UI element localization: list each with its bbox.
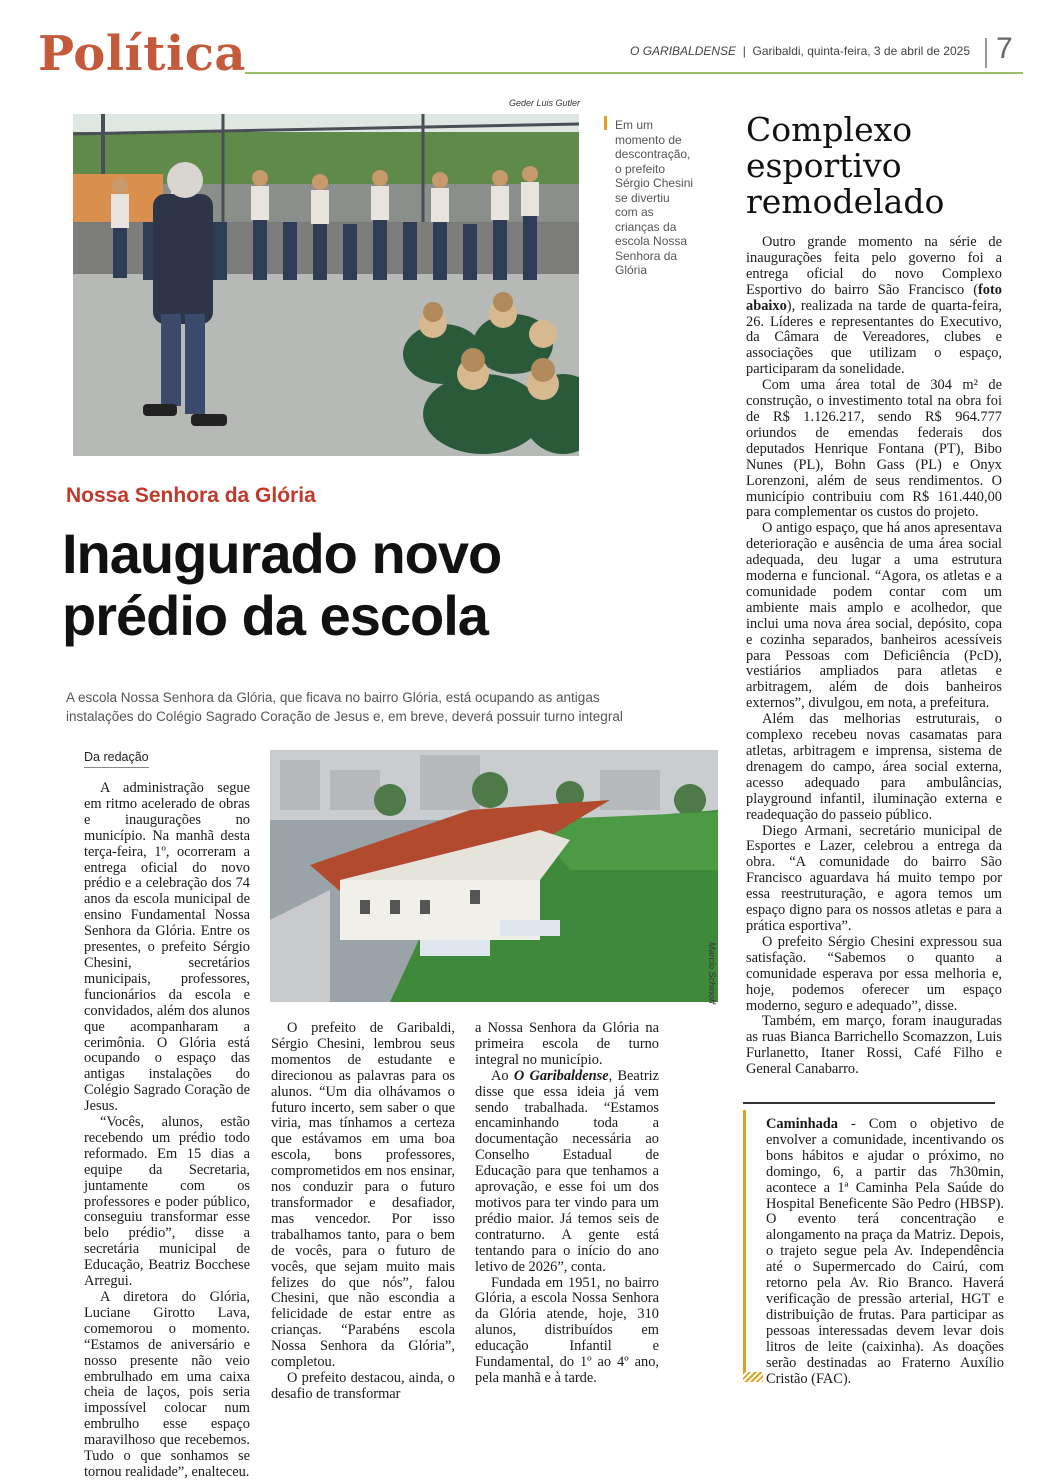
- photo-caption: Em um momento de descontração, o prefeito Sérgio Chesini se divertiu com as crianças da escola Nossa Senhora da Glória: [615, 118, 694, 277]
- photo-credit: Geder Luis Gutler: [508, 98, 580, 108]
- school-event-photo: [73, 114, 579, 456]
- paragraph: A administração segue em ritmo acelerado de obras e inaugurações no município. Na manhã desta terça-feira, 1º, ocorreram a entrega oficial do novo prédio e a celebração dos 74 anos da escola municipal de ensino Fundamental Nossa Senhora da Glória. Entre os presentes, o prefeito Sérgio Chesini, secretários municipais, professores, funcionários da escola e convidados, além dos alunos que acompanharam a cerimônia. O Glória está ocupando o espaço das antigas instalações do Colégio Sagrado Coração de Jesus.: [84, 780, 250, 1115]
- sports-complex-photo: [270, 750, 718, 1005]
- paper-name: O Garibaldense: [513, 1067, 609, 1084]
- sidebar-headline: Complexo esportivo remodelado: [746, 110, 945, 221]
- article-column-1: [84, 781, 250, 1481]
- photo-credit: Marcio Schinoff: [707, 942, 717, 1005]
- paragraph: [766, 1117, 1004, 1387]
- dateline: Garibaldi, quinta-feira, 3 de abril de 2025: [752, 44, 970, 58]
- caption-marker: [604, 116, 607, 130]
- paragraph: [475, 1069, 659, 1276]
- text: Ao: [491, 1067, 514, 1084]
- brief-title: Caminhada: [766, 1116, 838, 1132]
- text: foto abaixo: [746, 281, 1002, 314]
- article-deck: A escola Nossa Senhora da Glória, que ficava no bairro Glória, está ocupando as antigas instalações do Colégio Sagrado Coração de Jesus e, em breve, deverá possuir turno integral: [66, 690, 623, 724]
- page-divider: [985, 38, 987, 68]
- paragraph: Também, em março, foram inauguradas as ruas Bianca Barrichello Scomazzon, Luis Furlanetto, Itaner Rossi, Café Filho e General Canabarro.: [746, 1013, 1002, 1078]
- article-column-2: [271, 1021, 455, 1403]
- news-brief-box: [766, 1117, 1004, 1387]
- text: , Beatriz disse que essa ideia já vem sendo trabalhada. “Estamos encaminhando toda a documentação necessária ao Conselho Estadual de Educação para que tenhamos a aprovação, e esse foi um dos motivos para ter vindo para um prédio maior. Já temos seis de contraturno. A gente está tentando para o início do ano letivo de 2026”, conta.: [475, 1067, 659, 1275]
- paragraph: O prefeito de Garibaldi, Sérgio Chesini, lembrou seus momentos de estudante e direcionou as palavras para os alunos. “Um dia olhávamos o futuro incerto, sem saber o que viria, mas tínhamos a certeza que estávamos em uma boa escola, bons professores, comprometidos em nos ensinar, nos conduzir para o futuro transformador e desafiador, mas vencedor. Por isso trabalhamos tanto, para o bem de vocês, para o futuro de vocês, que sejam muito mais felizes do que nós”, falou Chesini, que não escondia a felicidade de estar entre as crianças. “Parabéns escola Nossa Senhora da Glória”, completou.: [271, 1020, 455, 1371]
- text: Outro grande momento na série de inaugurações feita pelo governo foi a entrega oficial do novo Complexo Esportivo do bairro São Francisco (: [746, 234, 1002, 298]
- article-headline: Inaugurado novo prédio da escola: [62, 522, 502, 647]
- brief-text: - Com o objetivo de envolver a comunidade, incentivando os bons hábitos e ajudar o próximo, no domingo, 6, a partir das 7h30min, acontece a 1ª Caminha Pela Saúde do Hospital Beneficente São Pedro (HBSP). O evento terá concentração e alongamento na praça da Matriz. Depois, o trajeto segue pela Av. Independência até o Supermercado do Cairú, com retorno pela Av. Rio Branco. Haverá verificação de pressão arterial, HGT e distribuição de frutas. Para participar as pessoas interessadas devem levar dois litros de leite (caixinha). As doações serão destinadas ao Fraterno Auxílio Cristão (FAC).: [766, 1116, 1004, 1387]
- header-rule: [245, 72, 1023, 74]
- byline: Da redação: [84, 750, 149, 768]
- paragraph: [746, 235, 1002, 378]
- box-corner-hatch: [743, 1372, 763, 1382]
- paragraph: O prefeito destacou, ainda, o desafio de transformar: [271, 1369, 455, 1402]
- paragraph: Com uma área total de 304 m² de construção, o investimento total na obra foi de R$ 1.126.217, sendo R$ 964.777 oriundos de emendas federais dos deputados Henrique Fontana (PT), Bibo Nunes (PL), Bohn Gass (PL) e Onyx Lorenzoni, além de seus rendimentos. O município contribuiu com R$ 161.440,00 para complementar os custos do projeto.: [746, 377, 1002, 521]
- paragraph: a Nossa Senhora da Glória na primeira escola de turno integral no município.: [475, 1020, 659, 1068]
- page-number: 7: [996, 32, 1013, 65]
- box-top-rule: [743, 1102, 995, 1104]
- paper-name: O GARIBALDENSE: [630, 44, 737, 58]
- masthead: O GARIBALDENSE | Garibaldi, quinta-feira, 3 de abril de 2025: [630, 44, 970, 58]
- paragraph: Diego Armani, secretário municipal de Esportes e Lazer, celebrou a entrega da obra. “A comunidade do bairro São Francisco aguardava há muito tempo por essa reestruturação, e agora temos um espaço digno para os nossos atletas e para a prática esportiva”.: [746, 822, 1002, 934]
- paragraph: A diretora do Glória, Luciane Girotto Lava, comemorou o momento. “Estamos de aniversário e nosso presente não veio embrulhado em uma caixa cheia de laços, pois seria impossível colocar num embrulho esse espaço maravilhoso que recebemos. Tudo o que sonhamos se tornou realidade”, enalteceu.: [84, 1289, 250, 1480]
- paragraph: O prefeito Sérgio Chesini expressou sua satisfação. “Sabemos o quanto a comunidade esperava por essa melhoria e, hoje, podemos oferecer um espaço moderno, seguro e adequado”, disse.: [746, 933, 1002, 1014]
- article-kicker: Nossa Senhora da Glória: [66, 484, 316, 507]
- paragraph: Fundada em 1951, no bairro Glória, a escola Nossa Senhora da Glória atende, hoje, 310 alunos, distribuídos em educação Infantil e Fundamental, do 1º ao 4º ano, pela manhã e à tarde.: [475, 1274, 659, 1386]
- sidebar-column: [746, 235, 1002, 1078]
- paragraph: Além das melhorias estruturais, o complexo recebeu novas casamatas para atletas, arbitragem e imprensa, sistema de drenagem do campo, área social externa, acesso adequado para ambulâncias, playground infantil, iluminação externa e readequação do passeio público.: [746, 711, 1002, 823]
- paragraph: O antigo espaço, que há anos apresentava deterioração e ausência de uma área social adequada, deu lugar a uma estrutura moderna e funcional. “Agora, os atletas e a comunidade podem contar com um ambiente mais amplo e acolhedor, que inclui uma nova área social, depósito, copa e cozinha separados, banheiros acessíveis para Pessoas com Deficiência (PcD), vestiários ampliados para atletas e arbitragem, além de dois banheiros externos”, divulgou, em nota, a prefeitura.: [746, 520, 1002, 712]
- text: ), realizada na tarde de quarta-feira, 26. Líderes e representantes do Executivo, da Câmara de Vereadores, clubes e associações que utilizam o espaço, participaram da sonelidade.: [746, 297, 1002, 378]
- paragraph: “Vocês, alunos, estão recebendo um prédio todo reformado. Em 15 dias a equipe da Secretaria, juntamente com os professores e poder público, conseguiu transformar esse belo prédio”, disse a secretária municipal de Educação, Beatriz Bocchese Arregui.: [84, 1114, 250, 1290]
- section-title: Política: [38, 26, 247, 82]
- box-side-marker: [743, 1110, 746, 1372]
- article-column-3: [475, 1021, 659, 1387]
